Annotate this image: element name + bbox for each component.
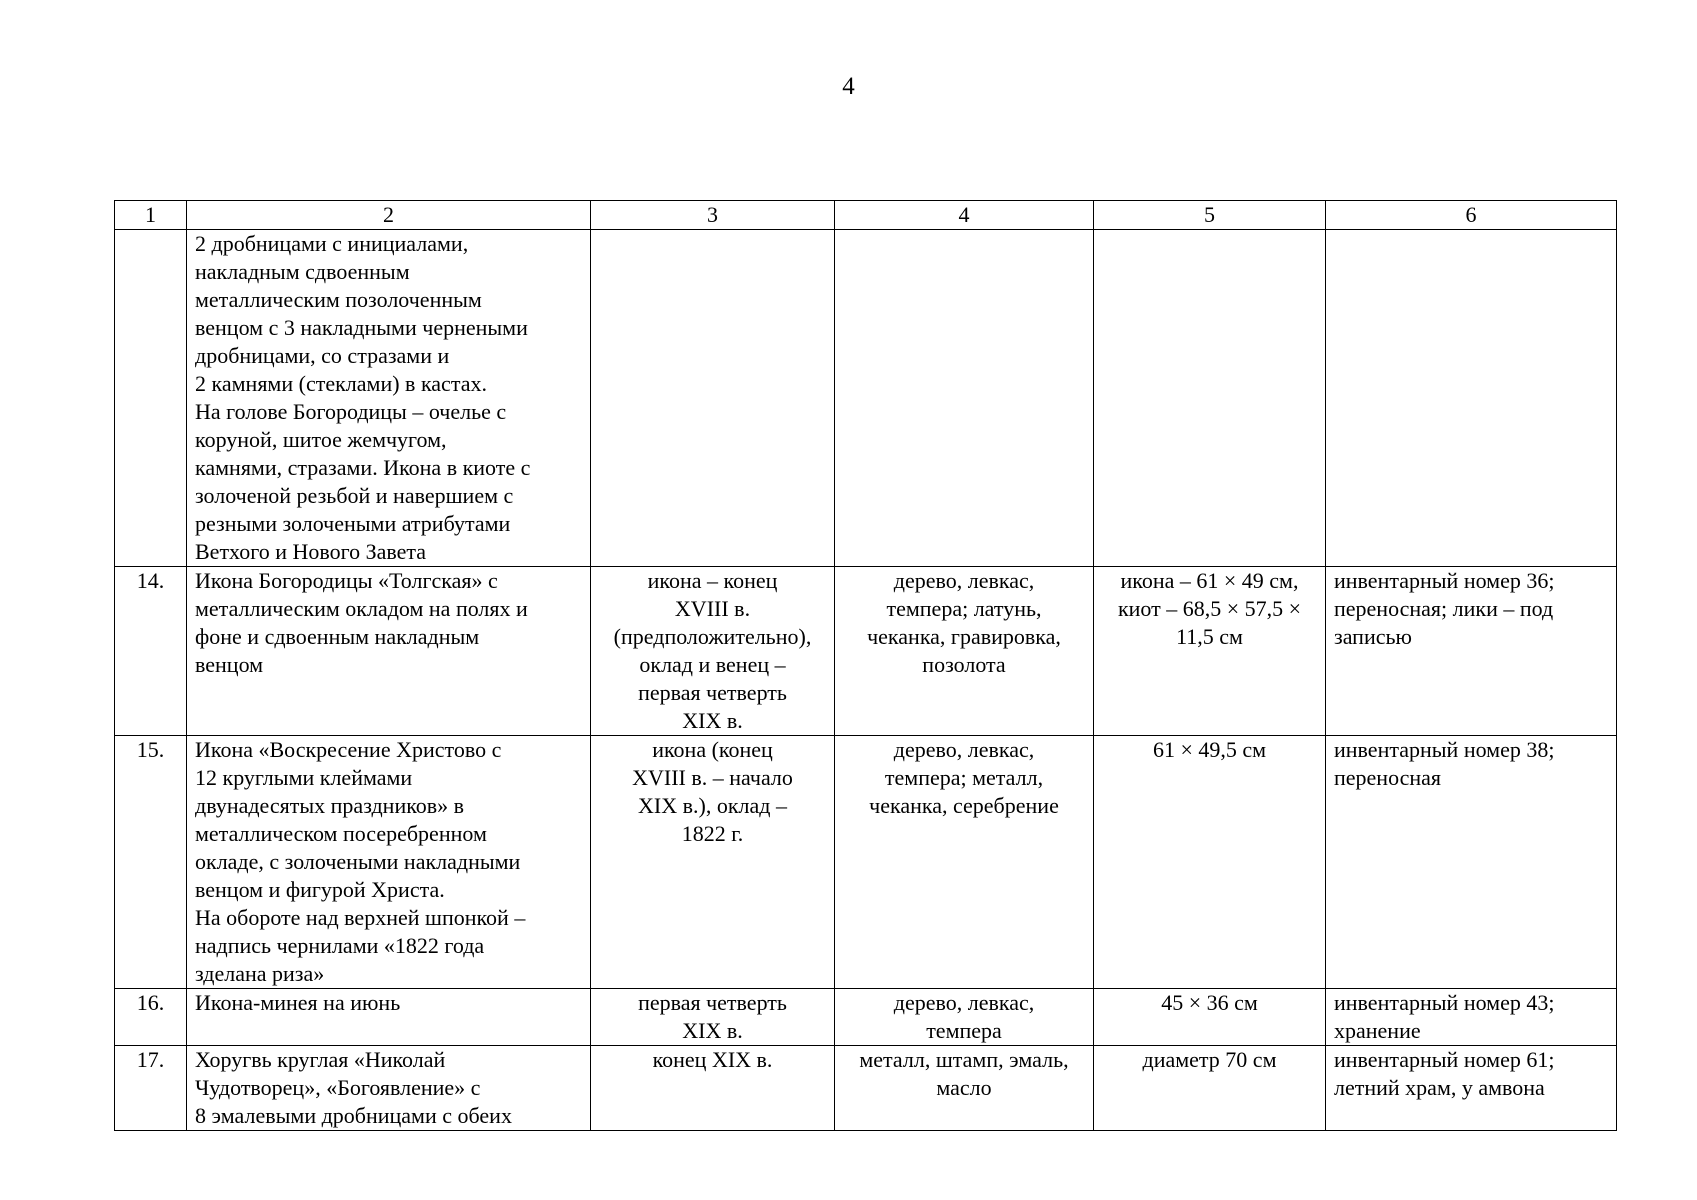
item-material-cell: металл, штамп, эмаль, масло	[835, 1046, 1094, 1131]
table-header-row	[115, 201, 1617, 230]
row-number-cell	[115, 230, 187, 567]
table-row	[115, 1046, 1617, 1131]
item-size-cell: диаметр 70 см	[1094, 1046, 1326, 1131]
item-material-cell: дерево, левкас, темпера	[835, 989, 1094, 1046]
item-name-cell: Икона «Воскресение Христово с 12 круглыми клеймами двунадесятых праздников» в металлическом посеребренном окладе, с золочеными накладными венцом и фигурой Христа. На обороте над верхней шпонкой – надпись чернилами «1822 года зделана риза»	[187, 736, 591, 989]
item-date-cell	[591, 230, 835, 567]
header-cell-5: 5	[1094, 201, 1326, 230]
header-cell-2: 2	[187, 201, 591, 230]
table-row	[115, 989, 1617, 1046]
item-date-cell: икона (конец XVIII в. – начало XIX в.), оклад – 1822 г.	[591, 736, 835, 989]
item-name-cell: Икона Богородицы «Толгская» с металлическим окладом на полях и фоне и сдвоенным накладным венцом	[187, 567, 591, 736]
header-cell-3: 3	[591, 201, 835, 230]
item-name-cell: Икона-минея на июнь	[187, 989, 591, 1046]
header-cell-1: 1	[115, 201, 187, 230]
item-note-cell: инвентарный номер 36; переносная; лики – под записью	[1326, 567, 1617, 736]
item-note-cell: инвентарный номер 38; переносная	[1326, 736, 1617, 989]
item-note-cell: инвентарный номер 43; хранение	[1326, 989, 1617, 1046]
item-size-cell: 45 × 36 см	[1094, 989, 1326, 1046]
table-row	[115, 230, 1617, 567]
row-number-cell: 16.	[115, 989, 187, 1046]
item-name-cell: Хоругвь круглая «Николай Чудотворец», «Богоявление» с 8 эмалевыми дробницами с обеих	[187, 1046, 591, 1131]
item-size-cell	[1094, 230, 1326, 567]
row-number-cell: 15.	[115, 736, 187, 989]
item-note-cell: инвентарный номер 61; летний храм, у амвона	[1326, 1046, 1617, 1131]
item-name-cell: 2 дробницами с инициалами, накладным сдвоенным металлическим позолоченным венцом с 3 накладными чернеными дробницами, со стразами и 2 камнями (стеклами) в кастах. На голове Богородицы – очелье с коруной, шитое жемчугом, камнями, стразами. Икона в киоте с золоченой резьбой и навершием с резными золочеными атрибутами Ветхого и Нового Завета	[187, 230, 591, 567]
item-material-cell: дерево, левкас, темпера; латунь, чеканка, гравировка, позолота	[835, 567, 1094, 736]
header-cell-4: 4	[835, 201, 1094, 230]
item-note-cell	[1326, 230, 1617, 567]
row-number-cell: 14.	[115, 567, 187, 736]
header-cell-6: 6	[1326, 201, 1617, 230]
registry-table	[114, 200, 1617, 1131]
table-row	[115, 567, 1617, 736]
table-row	[115, 736, 1617, 989]
item-material-cell: дерево, левкас, темпера; металл, чеканка, серебрение	[835, 736, 1094, 989]
item-date-cell: первая четверть XIX в.	[591, 989, 835, 1046]
item-material-cell	[835, 230, 1094, 567]
item-size-cell: 61 × 49,5 см	[1094, 736, 1326, 989]
item-date-cell: конец XIX в.	[591, 1046, 835, 1131]
item-date-cell: икона – конец XVIII в. (предположительно), оклад и венец – первая четверть XIX в.	[591, 567, 835, 736]
row-number-cell: 17.	[115, 1046, 187, 1131]
page-number: 4	[842, 73, 855, 100]
item-size-cell: икона – 61 × 49 см, киот – 68,5 × 57,5 × 11,5 см	[1094, 567, 1326, 736]
